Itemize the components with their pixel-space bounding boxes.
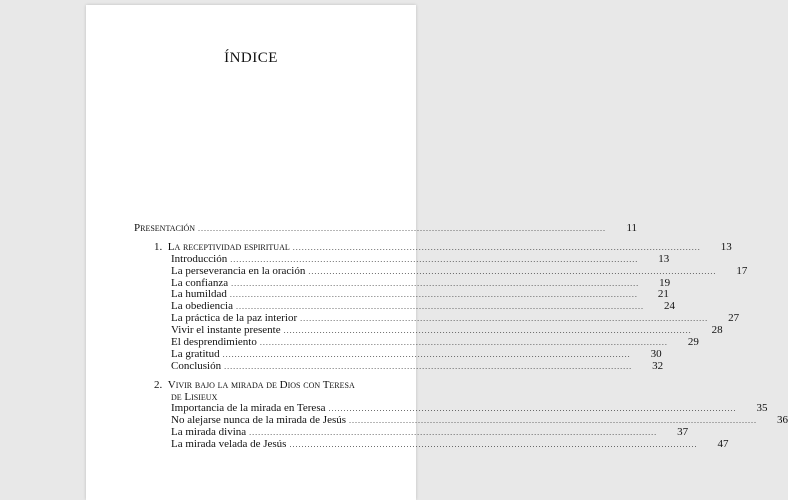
chapter-number: 1.	[154, 240, 163, 253]
toc-item-label: La mirada divina	[171, 426, 247, 439]
toc-item-label: Importancia de la mirada en Teresa	[171, 402, 326, 415]
dot-leader	[284, 325, 692, 337]
dot-leader	[231, 278, 639, 290]
toc-item	[134, 347, 662, 361]
toc-item-label: Conclusión	[171, 359, 222, 372]
toc-page-number: 13	[658, 252, 670, 265]
toc-entry-presentacion	[134, 221, 638, 235]
dot-leader	[293, 242, 701, 254]
toc-page-number: 27	[728, 312, 740, 325]
toc-item	[134, 359, 664, 373]
dot-leader	[223, 349, 631, 361]
toc-page-number: 29	[687, 336, 699, 348]
toc-item-label: La perseverancia en la oración	[171, 264, 306, 277]
toc-item-label: La mirada velada de Jesús	[171, 438, 287, 451]
toc-page-number: 35	[756, 402, 768, 415]
toc-item	[134, 438, 729, 451]
dot-leader	[260, 337, 668, 349]
toc-page-number: 24	[664, 300, 675, 313]
chapter-title: Vivir bajo la mirada de Dios con Teresa	[167, 378, 355, 391]
dot-leader	[249, 427, 657, 439]
toc-page-number: 36	[777, 414, 788, 427]
toc-item-label: Vivir el instante presente	[171, 324, 281, 337]
dot-leader	[308, 266, 716, 278]
toc-chapter-1	[134, 240, 732, 254]
toc-page-number: 13	[720, 240, 732, 253]
toc-item-label: Introducción	[171, 252, 228, 265]
toc-page-number: 32	[652, 359, 664, 372]
toc-item-label: La confianza	[171, 276, 229, 289]
chapter-title-continued: de Lisieux	[171, 390, 218, 403]
dot-leader	[289, 439, 697, 451]
toc-item-label: El desprendimiento	[171, 336, 257, 348]
chapter-title: La receptividad espiritual	[167, 240, 290, 253]
dot-leader	[198, 223, 606, 235]
toc-page-number: 17	[736, 264, 748, 277]
toc-page-number: 47	[717, 438, 729, 451]
toc-item-label: La obediencia	[171, 300, 233, 313]
dot-leader	[230, 289, 638, 301]
toc-item	[134, 264, 748, 278]
book-page	[86, 5, 788, 500]
toc-item-label: La práctica de la paz interior	[171, 312, 298, 325]
toc-page-number: 11	[626, 221, 638, 234]
dot-leader	[349, 415, 757, 427]
toc-page-number: 21	[657, 288, 669, 301]
toc-item-label: No alejarse nunca de la mirada de Jesús	[171, 414, 347, 427]
dot-leader	[230, 254, 638, 266]
toc-page-number: 30	[650, 347, 662, 360]
table-of-contents	[134, 221, 788, 451]
toc-page-number: 28	[711, 324, 723, 337]
toc-item-label: La gratitud	[171, 347, 220, 360]
dot-leader	[236, 301, 644, 313]
dot-leader	[224, 361, 632, 373]
toc-page-number: 19	[659, 276, 671, 289]
toc-page-number: 37	[677, 426, 689, 439]
toc-chapter-2	[134, 380, 460, 392]
chapter-number: 2.	[154, 378, 163, 391]
page-title: ÍNDICE	[224, 50, 278, 66]
dot-leader	[328, 403, 736, 415]
dot-leader	[300, 313, 708, 325]
toc-entry-label: Presentación	[134, 221, 196, 234]
toc-item-label: La humildad	[171, 288, 227, 301]
toc-item	[134, 252, 670, 266]
